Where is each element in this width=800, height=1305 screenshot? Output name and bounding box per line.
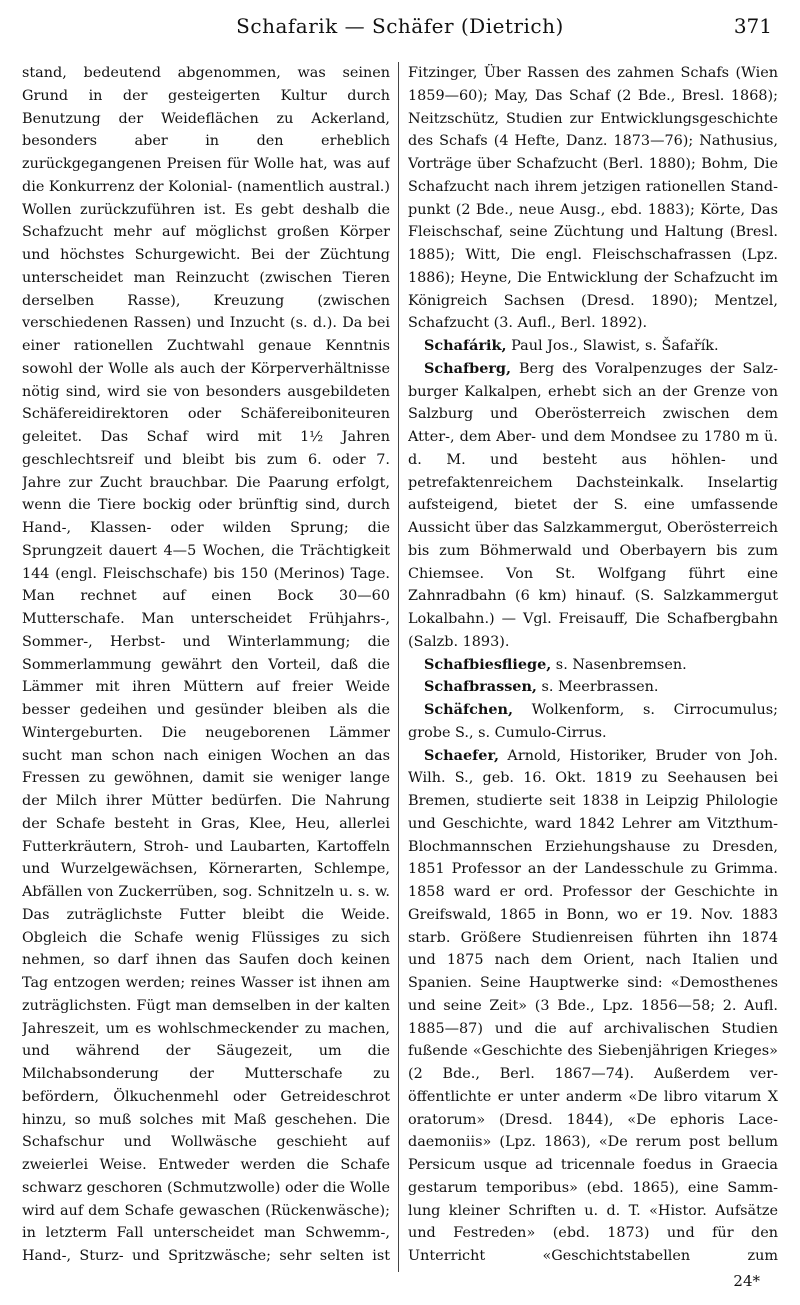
entry-schafbiesfliege xyxy=(408,654,778,677)
right-column xyxy=(408,62,778,1272)
entry-schafbrassen xyxy=(408,676,778,699)
lemma: Schafberg, xyxy=(424,359,512,377)
page-header xyxy=(0,14,800,54)
signature-mark: 24* xyxy=(733,1272,760,1290)
column-divider xyxy=(398,62,399,1272)
entry-text: Wolkenform, s. Cirrocumulus; grobe S., s. Cumulo-Cirrus. xyxy=(408,702,778,741)
entry-text: Paul Jos., Slawist, s. Šafařík. xyxy=(506,338,719,354)
entry-schaefchen xyxy=(408,699,778,745)
lemma: Schafbrassen, xyxy=(424,678,537,696)
lemma: Schaefer, xyxy=(424,746,499,764)
entry-schaefer-arnold xyxy=(408,745,778,1273)
page-number: 371 xyxy=(733,14,772,38)
paragraph: Fitzinger, Über Rassen des zahmen Schafs (Wien 1859—60); May, Das Schaf (2 Bde., Bresl. 1868); Neitzschütz, Studien zur Entwicklungsgeschichte des Schafs (4 Hefte, Danz. 1873—76); Nathusius, Vorträge über Schafzucht (Berl. 1880); Bohm, Die Schafzucht nach ihrem jetzigen rationellen Standpunkt (2 Bde., neue Ausg., ebd. 1883); Körte, Das Fleischschaf, seine Züchtung und Haltung (Bresl. 1885); Witt, Die engl. Fleischschafrassen (Lpz. 1886); Heyne, Die Entwicklung der Schafzucht im Königreich Sachsen (Dresd. 1890); Mentzel, Schafzucht (3. Aufl., Berl. 1892). xyxy=(408,65,778,332)
entry-text: s. Meerbrassen. xyxy=(536,679,659,696)
entry-schafberg xyxy=(408,358,778,654)
lemma: Schäfchen, xyxy=(424,701,513,718)
lemma: Schafbiesfliege, xyxy=(424,655,552,673)
left-column xyxy=(22,62,390,1272)
entry-text: Berg des Voralpenzuges der Salzburger Kalkalpen, erhebt sich an der Grenze von Salzburg und Oberösterreich zwischen dem Atter-, dem Aber- und dem Mondsee zu 1780 m ü. d. M. und besteht aus höhlen- und petrefaktenreichem Dachsteinkalk. Inselartig aufsteigend, bietet der S. eine umfassende Aussicht über das Salzkammergut, Oberösterreich bis zum Böhmerwald und Oberbayern bis zum Chiemsee. Von St. Wolfgang führt eine Zahnradbahn (6 km) hinauf. (S. Salzkammergut Lokalbahn.) — Vgl. Freisauff, Die Schafbergbahn (Salzb. 1893). xyxy=(408,360,778,650)
paragraph: stand, bedeutend abgenommen, was seinen Grund in der gesteigerten Kultur durch Benutzung der Weideflächen zu Ackerland, besonders aber in den erheblich zurückgegangenen Preisen für Wolle hat, was auf die Konkurrenz der Kolonial- (namentlich austral.) Wollen zurückzuführen ist. Es gebt deshalb die Schafzucht mehr auf möglichst großen Körper und höchstes Schurgewicht. Bei der Züchtung unterscheidet man Reinzucht (zwischen Tieren derselben Rasse), Kreuzung (zwischen verschiedenen Rassen) und Inzucht (s. d.). Da bei einer rationellen Zuchtwahl genaue Kenntnis sowohl der Wolle als auch der Körperverhältnisse nötig sind, wird sie von besonders ausgebildeten Schäfereidirektoren oder Schäfereiboniteuren geleitet. Das Schaf wird mit 1½ Jahren geschlechtsreif und bleibt bis zum 6. oder 7. Jahre zur Zucht brauchbar. Die Paarung erfolgt, wenn die Tiere bockig oder brünftig sind, durch Hand-, Klassen- oder wilden Sprung; die Sprungzeit dauert 4—5 Wochen, die Trächtigkeit 144 (engl. Fleischschafe) bis 150 (Merinos) Tage. Man rechnet auf einen Bock 30—60 Mutterschafe. Man unterscheidet Frühjahrs-, Sommer-, Herbst- und Winterlammung; die Sommerlammung gewährt den Vorteil, daß die Lämmer mit ihren Müttern auf freier Weide besser gedeihen und gesünder bleiben als die Wintergeburten. Die neugeborenen Lämmer sucht man schon nach einigen Wochen an das Fressen zu gewöhnen, damit sie weniger lange der Milch ihrer Mütter bedürfen. Die Nahrung der Schafe besteht in Gras, Klee, Heu, allerlei Futterkräutern, Stroh- und Laubarten, Kartoffeln und Wurzelgewächsen, Körnerarten, Schlempe, Abfällen von Zuckerrüben, sog. Schnitzeln u. s. w. Das zuträglichste Futter bleibt die Weide. Obgleich die Schafe wenig Flüssiges zu sich nehmen, so darf ihnen das Saufen doch keinen Tag entzogen werden; reines Wasser ist ihnen am zuträglichsten. Fügt man demselben in der kalten Jahreszeit, um es wohlschmeckender zu machen, und während der Säugezeit, um die Milchabsonderung der Mutterschafe zu befördern, Ölkuchenmehl oder Getreideschrot hinzu, so muß solches mit Maß geschehen. Die Schafschur und Wollwäsche geschieht auf zweierlei Weise. Entweder werden die Schafe schwarz geschoren (Schmutzwolle) oder die Wolle wird auf dem Schafe gewaschen (Rückenwäsche); in letzterm Fall unterscheidet man Schwemm-, Hand-, Sturz- und Spritzwäsche; sehr selten ist xyxy=(22,65,390,1264)
entry-text: s. Nasenbremsen. xyxy=(551,656,687,673)
entry-text: Arnold, Historiker, Bruder von Joh. Wilh. S., geb. 16. Okt. 1819 zu Seehausen bei Bremen, studierte seit 1838 in Leipzig Philologie und Geschichte, ward 1842 Lehrer am Vitzthum-Blochmannschen Erziehungshause zu Dresden, 1851 Professor an der Landesschule zu Grimma. 1858 ward er ord. Professor der Geschichte in Greifswald, 1865 in Bonn, wo er 19. Nov. 1883 starb. Größere Studienreisen führten ihn 1874 und 1875 nach dem Orient, nach Italien und Spanien. Seine Hauptwerke sind: «Demosthenes und seine Zeit» (3 Bde., Lpz. 1856—58; 2. Aufl. 1885—87) und die auf archivalischen Studien fußende «Geschichte des Siebenjährigen Krieges» (2 Bde., Berl. 1867—74). Außerdem veröffentlichte er unter anderm «De libro vitarum X oratorum» (Dresd. 1844), «De ephoris Lacedaemoniis» (Lpz. 1863), «De rerum post bellum Persicum usque ad tricennale foedus in Graecia gestarum temporibus» (ebd. 1865), eine Sammlung kleiner Schriften u. d. T. «Histor. Aufsätze und Festreden» (ebd. 1873) und für den Unterricht «Geschichtstabellen zum xyxy=(408,747,778,1264)
lemma: Schafárik, xyxy=(424,337,507,354)
running-head: Schafarik — Schäfer (Dietrich) xyxy=(236,14,564,38)
entry-schafarik xyxy=(408,335,778,358)
